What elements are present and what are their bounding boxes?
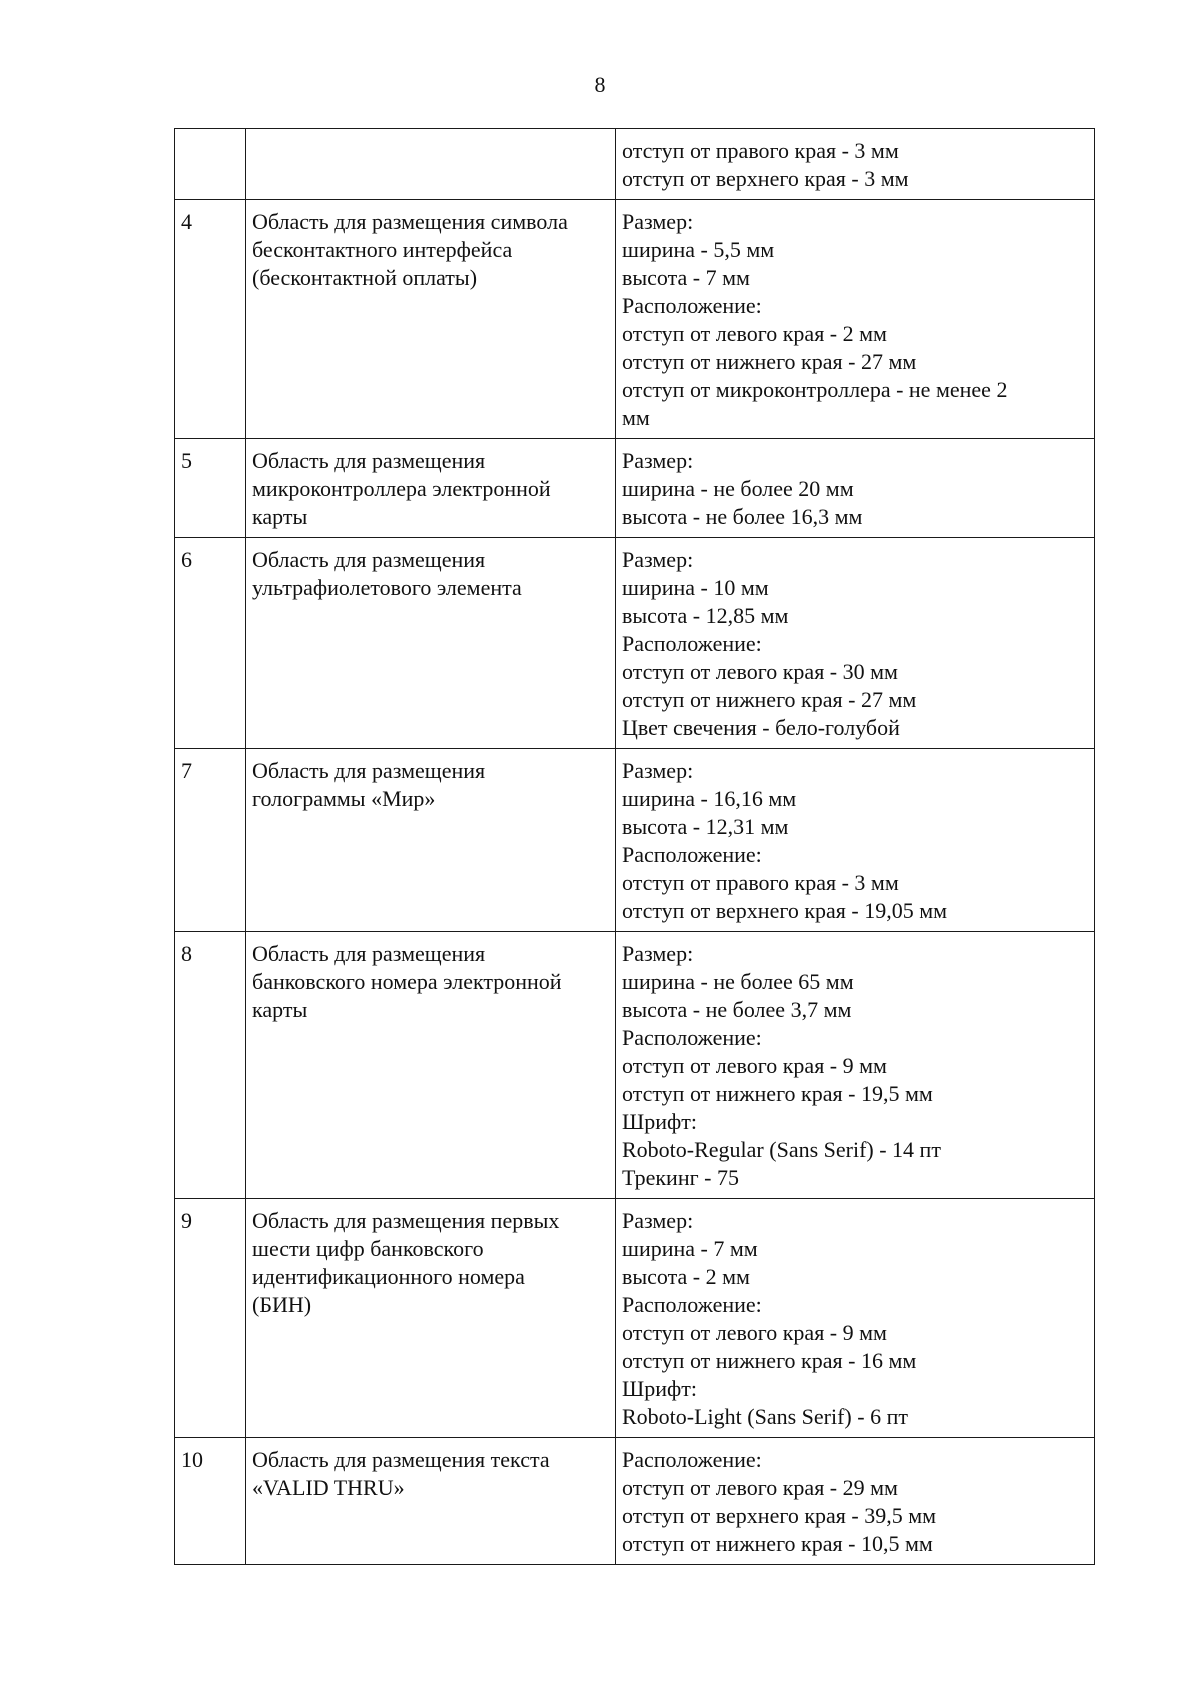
spec-line: Расположение: — [622, 842, 762, 867]
table-row — [175, 439, 1095, 538]
spec-line: отступ от нижнего края - 27 мм — [622, 349, 917, 374]
area-name: Область для размещения микроконтроллера электронной карты — [252, 448, 551, 529]
spec-line: Расположение: — [622, 1292, 762, 1317]
table-row — [175, 1199, 1095, 1438]
row-number-cell — [175, 129, 246, 200]
area-name: Область для размещения голограммы «Мир» — [252, 758, 486, 811]
row-number-cell — [175, 1438, 246, 1565]
spec-line: отступ от нижнего края - 27 мм — [622, 687, 917, 712]
spec-line: Трекинг - 75 — [622, 1165, 739, 1190]
area-spec-cell — [616, 932, 1095, 1199]
spec-line: Размер: — [622, 1208, 694, 1233]
area-spec-cell — [616, 1199, 1095, 1438]
spec-line: отступ от нижнего края - 10,5 мм — [622, 1531, 933, 1556]
spec-line: высота - 12,31 мм — [622, 814, 789, 839]
area-name: Область для размещения банковского номера электронной карты — [252, 941, 562, 1022]
row-number: 10 — [181, 1447, 203, 1472]
spec-line: ширина - 5,5 мм — [622, 237, 775, 262]
area-name: Область для размещения символа бесконтактного интерфейса (бесконтактной оплаты) — [252, 209, 568, 290]
area-name-cell — [246, 439, 616, 538]
area-spec-cell — [616, 439, 1095, 538]
row-number: 5 — [181, 448, 192, 473]
table-row — [175, 200, 1095, 439]
row-number-cell — [175, 932, 246, 1199]
spec-line: отступ от нижнего края - 16 мм — [622, 1348, 917, 1373]
row-number: 7 — [181, 758, 192, 783]
area-name: Область для размещения первых шести цифр банковского идентификационного номера (БИН) — [252, 1208, 560, 1317]
spec-line: Размер: — [622, 209, 694, 234]
spec-line: высота - 12,85 мм — [622, 603, 789, 628]
row-number: 8 — [181, 941, 192, 966]
row-number: 4 — [181, 209, 192, 234]
row-number-cell — [175, 1199, 246, 1438]
spec-line: ширина - 10 мм — [622, 575, 769, 600]
spec-table — [174, 128, 1095, 1565]
spec-line: отступ от правого края - 3 мм — [622, 138, 899, 163]
spec-line: отступ от левого края - 30 мм — [622, 659, 898, 684]
page-number: 8 — [594, 72, 606, 97]
spec-line: ширина - 7 мм — [622, 1236, 758, 1261]
spec-line: Расположение: — [622, 293, 762, 318]
area-spec-cell — [616, 200, 1095, 439]
table-row — [175, 932, 1095, 1199]
row-number: 6 — [181, 547, 192, 572]
spec-line: мм — [622, 405, 650, 430]
spec-line: высота - не более 3,7 мм — [622, 997, 852, 1022]
spec-line: Шрифт: — [622, 1109, 697, 1134]
area-name-cell — [246, 538, 616, 749]
area-name-cell — [246, 200, 616, 439]
area-name-cell — [246, 1438, 616, 1565]
row-number-cell — [175, 439, 246, 538]
area-name-cell — [246, 129, 616, 200]
spec-line: высота - не более 16,3 мм — [622, 504, 863, 529]
row-number-cell — [175, 200, 246, 439]
spec-line: отступ от правого края - 3 мм — [622, 870, 899, 895]
area-name-cell — [246, 932, 616, 1199]
spec-line: отступ от верхнего края - 39,5 мм — [622, 1503, 937, 1528]
spec-line: Roboto-Regular (Sans Serif) - 14 пт — [622, 1137, 941, 1162]
row-number-cell — [175, 538, 246, 749]
row-number-cell — [175, 749, 246, 932]
spec-line: отступ от микроконтроллера - не менее 2 — [622, 377, 1008, 402]
spec-line: отступ от левого края - 29 мм — [622, 1475, 898, 1500]
spec-line: Расположение: — [622, 1447, 762, 1472]
spec-line: отступ от верхнего края - 19,05 мм — [622, 898, 948, 923]
spec-line: Размер: — [622, 941, 694, 966]
spec-line: ширина - не более 20 мм — [622, 476, 854, 501]
area-spec-cell — [616, 129, 1095, 200]
spec-line: отступ от нижнего края - 19,5 мм — [622, 1081, 933, 1106]
spec-line: отступ от левого края - 9 мм — [622, 1053, 887, 1078]
table-row — [175, 538, 1095, 749]
spec-line: Размер: — [622, 448, 694, 473]
spec-line: ширина - 16,16 мм — [622, 786, 797, 811]
spec-line: Расположение: — [622, 631, 762, 656]
spec-line: отступ от левого края - 2 мм — [622, 321, 887, 346]
area-name-cell — [246, 749, 616, 932]
table-row — [175, 1438, 1095, 1565]
spec-line: Roboto-Light (Sans Serif) - 6 пт — [622, 1404, 908, 1429]
spec-line: высота - 7 мм — [622, 265, 750, 290]
spec-line: Расположение: — [622, 1025, 762, 1050]
spec-line: Цвет свечения - бело-голубой — [622, 715, 900, 740]
spec-line: Шрифт: — [622, 1376, 697, 1401]
table-row — [175, 749, 1095, 932]
area-name-cell — [246, 1199, 616, 1438]
spec-table-body — [175, 129, 1095, 1565]
table-row — [175, 129, 1095, 200]
spec-line: Размер: — [622, 547, 694, 572]
spec-line: ширина - не более 65 мм — [622, 969, 854, 994]
spec-line: высота - 2 мм — [622, 1264, 750, 1289]
area-spec-cell — [616, 538, 1095, 749]
spec-line: Размер: — [622, 758, 694, 783]
spec-line: отступ от верхнего края - 3 мм — [622, 166, 909, 191]
area-spec-cell — [616, 749, 1095, 932]
area-name: Область для размещения ультрафиолетового элемента — [252, 547, 522, 600]
area-spec-cell — [616, 1438, 1095, 1565]
row-number: 9 — [181, 1208, 192, 1233]
area-name: Область для размещения текста «VALID THRU» — [252, 1447, 550, 1500]
spec-line: отступ от левого края - 9 мм — [622, 1320, 887, 1345]
